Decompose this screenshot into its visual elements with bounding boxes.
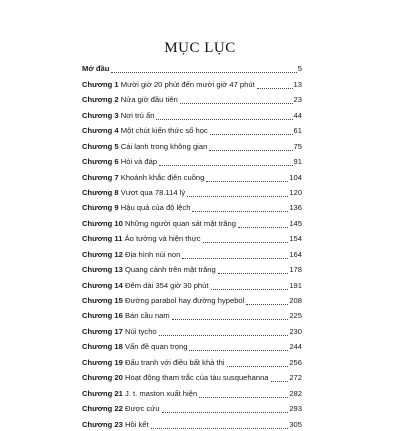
toc-entry-text	[82, 124, 208, 137]
chapter-label: Chương 9	[82, 203, 119, 213]
chapter-label: Chương 10	[82, 218, 123, 228]
dot-leader	[189, 349, 288, 351]
toc-entry	[82, 261, 302, 276]
toc-entry	[82, 245, 302, 260]
dot-leader	[227, 365, 289, 367]
toc-entry-text	[82, 171, 204, 184]
chapter-title: Vấn đề quan trọng	[124, 342, 188, 352]
page-number: 244	[289, 342, 302, 352]
page-number: 178	[289, 265, 302, 275]
toc-entry	[82, 75, 302, 90]
chapter-title: Một chút kiến thức số học	[120, 126, 208, 136]
page-number: 225	[289, 311, 302, 321]
chapter-label: Chương 20	[82, 373, 123, 383]
toc-entry-text	[82, 294, 244, 307]
toc-entry-text	[82, 109, 154, 122]
chapter-title: Được cứu	[124, 404, 160, 414]
dot-leader	[203, 241, 289, 243]
toc-entry	[82, 60, 302, 75]
dot-leader	[209, 149, 292, 151]
chapter-title: Vượt qua 78.114 lý	[120, 187, 186, 197]
chapter-title: Hỏi và đáp	[120, 157, 158, 167]
page-number: 145	[289, 218, 302, 228]
page-number: 164	[289, 249, 302, 259]
toc-entry-text	[82, 402, 160, 415]
dot-leader	[156, 118, 292, 120]
dot-leader	[210, 133, 293, 135]
dot-leader	[172, 318, 289, 320]
page-number: 230	[289, 326, 302, 336]
table-of-contents	[82, 60, 302, 431]
page-number: 272	[289, 373, 302, 383]
chapter-label: Chương 23	[82, 419, 123, 429]
page-title: MỤC LỤC	[164, 40, 236, 56]
dot-leader	[218, 272, 289, 274]
dot-leader	[180, 102, 293, 104]
chapter-label: Mở đầu	[82, 64, 110, 74]
dot-leader	[192, 210, 288, 212]
toc-entry	[82, 91, 302, 106]
dot-leader	[159, 164, 292, 166]
page-number: 5	[297, 64, 302, 74]
toc-entry	[82, 122, 302, 137]
toc-entry	[82, 137, 302, 152]
toc-entry	[82, 384, 302, 399]
toc-entry-text	[82, 201, 190, 214]
toc-entry-text	[82, 309, 170, 322]
chapter-title: Ảo tưởng và hiện thực	[124, 234, 201, 244]
dot-leader	[206, 180, 288, 182]
chapter-title: J. t. maston xuất hiện	[124, 388, 198, 398]
chapter-label: Chương 17	[82, 326, 123, 336]
toc-entry-text	[82, 93, 178, 106]
dot-leader	[182, 257, 288, 259]
chapter-title: Cái lạnh trong không gian	[120, 141, 208, 151]
chapter-label: Chương 16	[82, 311, 123, 321]
chapter-title: Đêm dài 354 giờ 30 phút	[124, 280, 209, 290]
page-number: 61	[293, 126, 302, 136]
chapter-label: Chương 3	[82, 110, 119, 120]
toc-entry-text	[82, 371, 269, 384]
chapter-label: Chương 22	[82, 404, 123, 414]
page-number: 154	[289, 234, 302, 244]
dot-leader	[111, 71, 296, 73]
toc-entry	[82, 276, 302, 291]
toc-entry-text	[82, 140, 207, 153]
page-number: 208	[289, 296, 302, 305]
toc-entry	[82, 106, 302, 121]
page-number: 256	[289, 357, 302, 367]
toc-entry	[82, 214, 302, 229]
page-number: 91	[293, 157, 302, 167]
toc-entry	[82, 400, 302, 415]
chapter-label: Chương 4	[82, 126, 119, 136]
toc-entry	[82, 338, 302, 353]
chapter-label: Chương 7	[82, 172, 119, 182]
chapter-title: Quang cảnh trên mặt trăng	[124, 265, 216, 275]
chapter-title: Hoạt động tham trắc của tàu susquehanna	[124, 373, 269, 383]
chapter-title: Đường parabol hay đường hypebol	[124, 296, 245, 305]
chapter-label: Chương 19	[82, 357, 123, 367]
chapter-title: Hậu quả của độ lệch	[120, 203, 191, 213]
chapter-title: Địa hình núi non	[124, 249, 181, 259]
page-number: 13	[293, 79, 302, 89]
toc-entry-text	[82, 279, 209, 292]
toc-entry-text	[82, 232, 201, 245]
toc-entry-text	[82, 325, 157, 338]
chapter-title: Núi tycho	[124, 326, 157, 336]
toc-entry-text	[82, 186, 185, 199]
dot-leader	[238, 226, 288, 228]
page-number: 75	[293, 141, 302, 151]
page-number: 293	[289, 404, 302, 414]
chapter-label: Chương 6	[82, 157, 119, 167]
chapter-label: Chương 15	[82, 296, 123, 305]
page-number: 305	[289, 419, 302, 429]
dot-leader	[246, 303, 288, 305]
toc-entry-text	[82, 155, 157, 168]
toc-entry	[82, 415, 302, 430]
chapter-title: Hồi kết	[124, 419, 149, 429]
page-number: 191	[289, 280, 302, 290]
chapter-label: Chương 12	[82, 249, 123, 259]
dot-leader	[151, 427, 289, 429]
page-number: 136	[289, 203, 302, 213]
toc-entry-text	[82, 62, 109, 75]
toc-entry	[82, 353, 302, 368]
chapter-label: Chương 18	[82, 342, 123, 352]
chapter-title: Nơi trú ẩn	[120, 110, 155, 120]
toc-entry	[82, 292, 302, 307]
toc-entry-text	[82, 217, 236, 230]
toc-entry	[82, 199, 302, 214]
toc-entry-text	[82, 356, 225, 369]
toc-entry	[82, 307, 302, 322]
chapter-title: Mười giờ 20 phút đến mười giờ 47 phút	[120, 79, 255, 89]
toc-entry-text	[82, 340, 187, 353]
toc-entry-text	[82, 418, 149, 431]
chapter-label: Chương 2	[82, 95, 119, 105]
toc-entry	[82, 322, 302, 337]
chapter-label: Chương 11	[82, 234, 123, 244]
dot-leader	[271, 380, 289, 382]
toc-entry	[82, 168, 302, 183]
toc-entry-text	[82, 78, 255, 91]
dot-leader	[199, 396, 288, 398]
toc-entry-text	[82, 387, 197, 400]
dot-leader	[211, 288, 289, 290]
toc-entry	[82, 369, 302, 384]
page-number: 282	[289, 388, 302, 398]
chapter-label: Chương 8	[82, 187, 119, 197]
dot-leader	[257, 87, 293, 89]
dot-leader	[159, 334, 289, 336]
chapter-label: Chương 1	[82, 79, 119, 89]
page-number: 44	[293, 110, 302, 120]
chapter-label: Chương 5	[82, 141, 119, 151]
dot-leader	[162, 411, 289, 413]
page-number: 23	[293, 95, 302, 105]
page-number: 104	[289, 172, 302, 182]
chapter-label: Chương 13	[82, 265, 123, 275]
chapter-label: Chương 21	[82, 388, 123, 398]
toc-entry-text	[82, 263, 216, 276]
toc-entry	[82, 230, 302, 245]
toc-entry	[82, 184, 302, 199]
chapter-label: Chương 14	[82, 280, 123, 290]
toc-entry	[82, 153, 302, 168]
chapter-title: Bán cầu nam	[124, 311, 170, 321]
chapter-title: Nửa giờ đầu tiên	[120, 95, 178, 105]
chapter-title: Khoảnh khắc điên cuồng	[120, 172, 205, 182]
toc-entry-text	[82, 248, 180, 261]
page-number: 120	[289, 187, 302, 197]
chapter-title: Đấu tranh với điều bất khả thi	[124, 357, 225, 367]
dot-leader	[187, 195, 288, 197]
chapter-title: Những người quan sát mặt trăng	[124, 218, 236, 228]
